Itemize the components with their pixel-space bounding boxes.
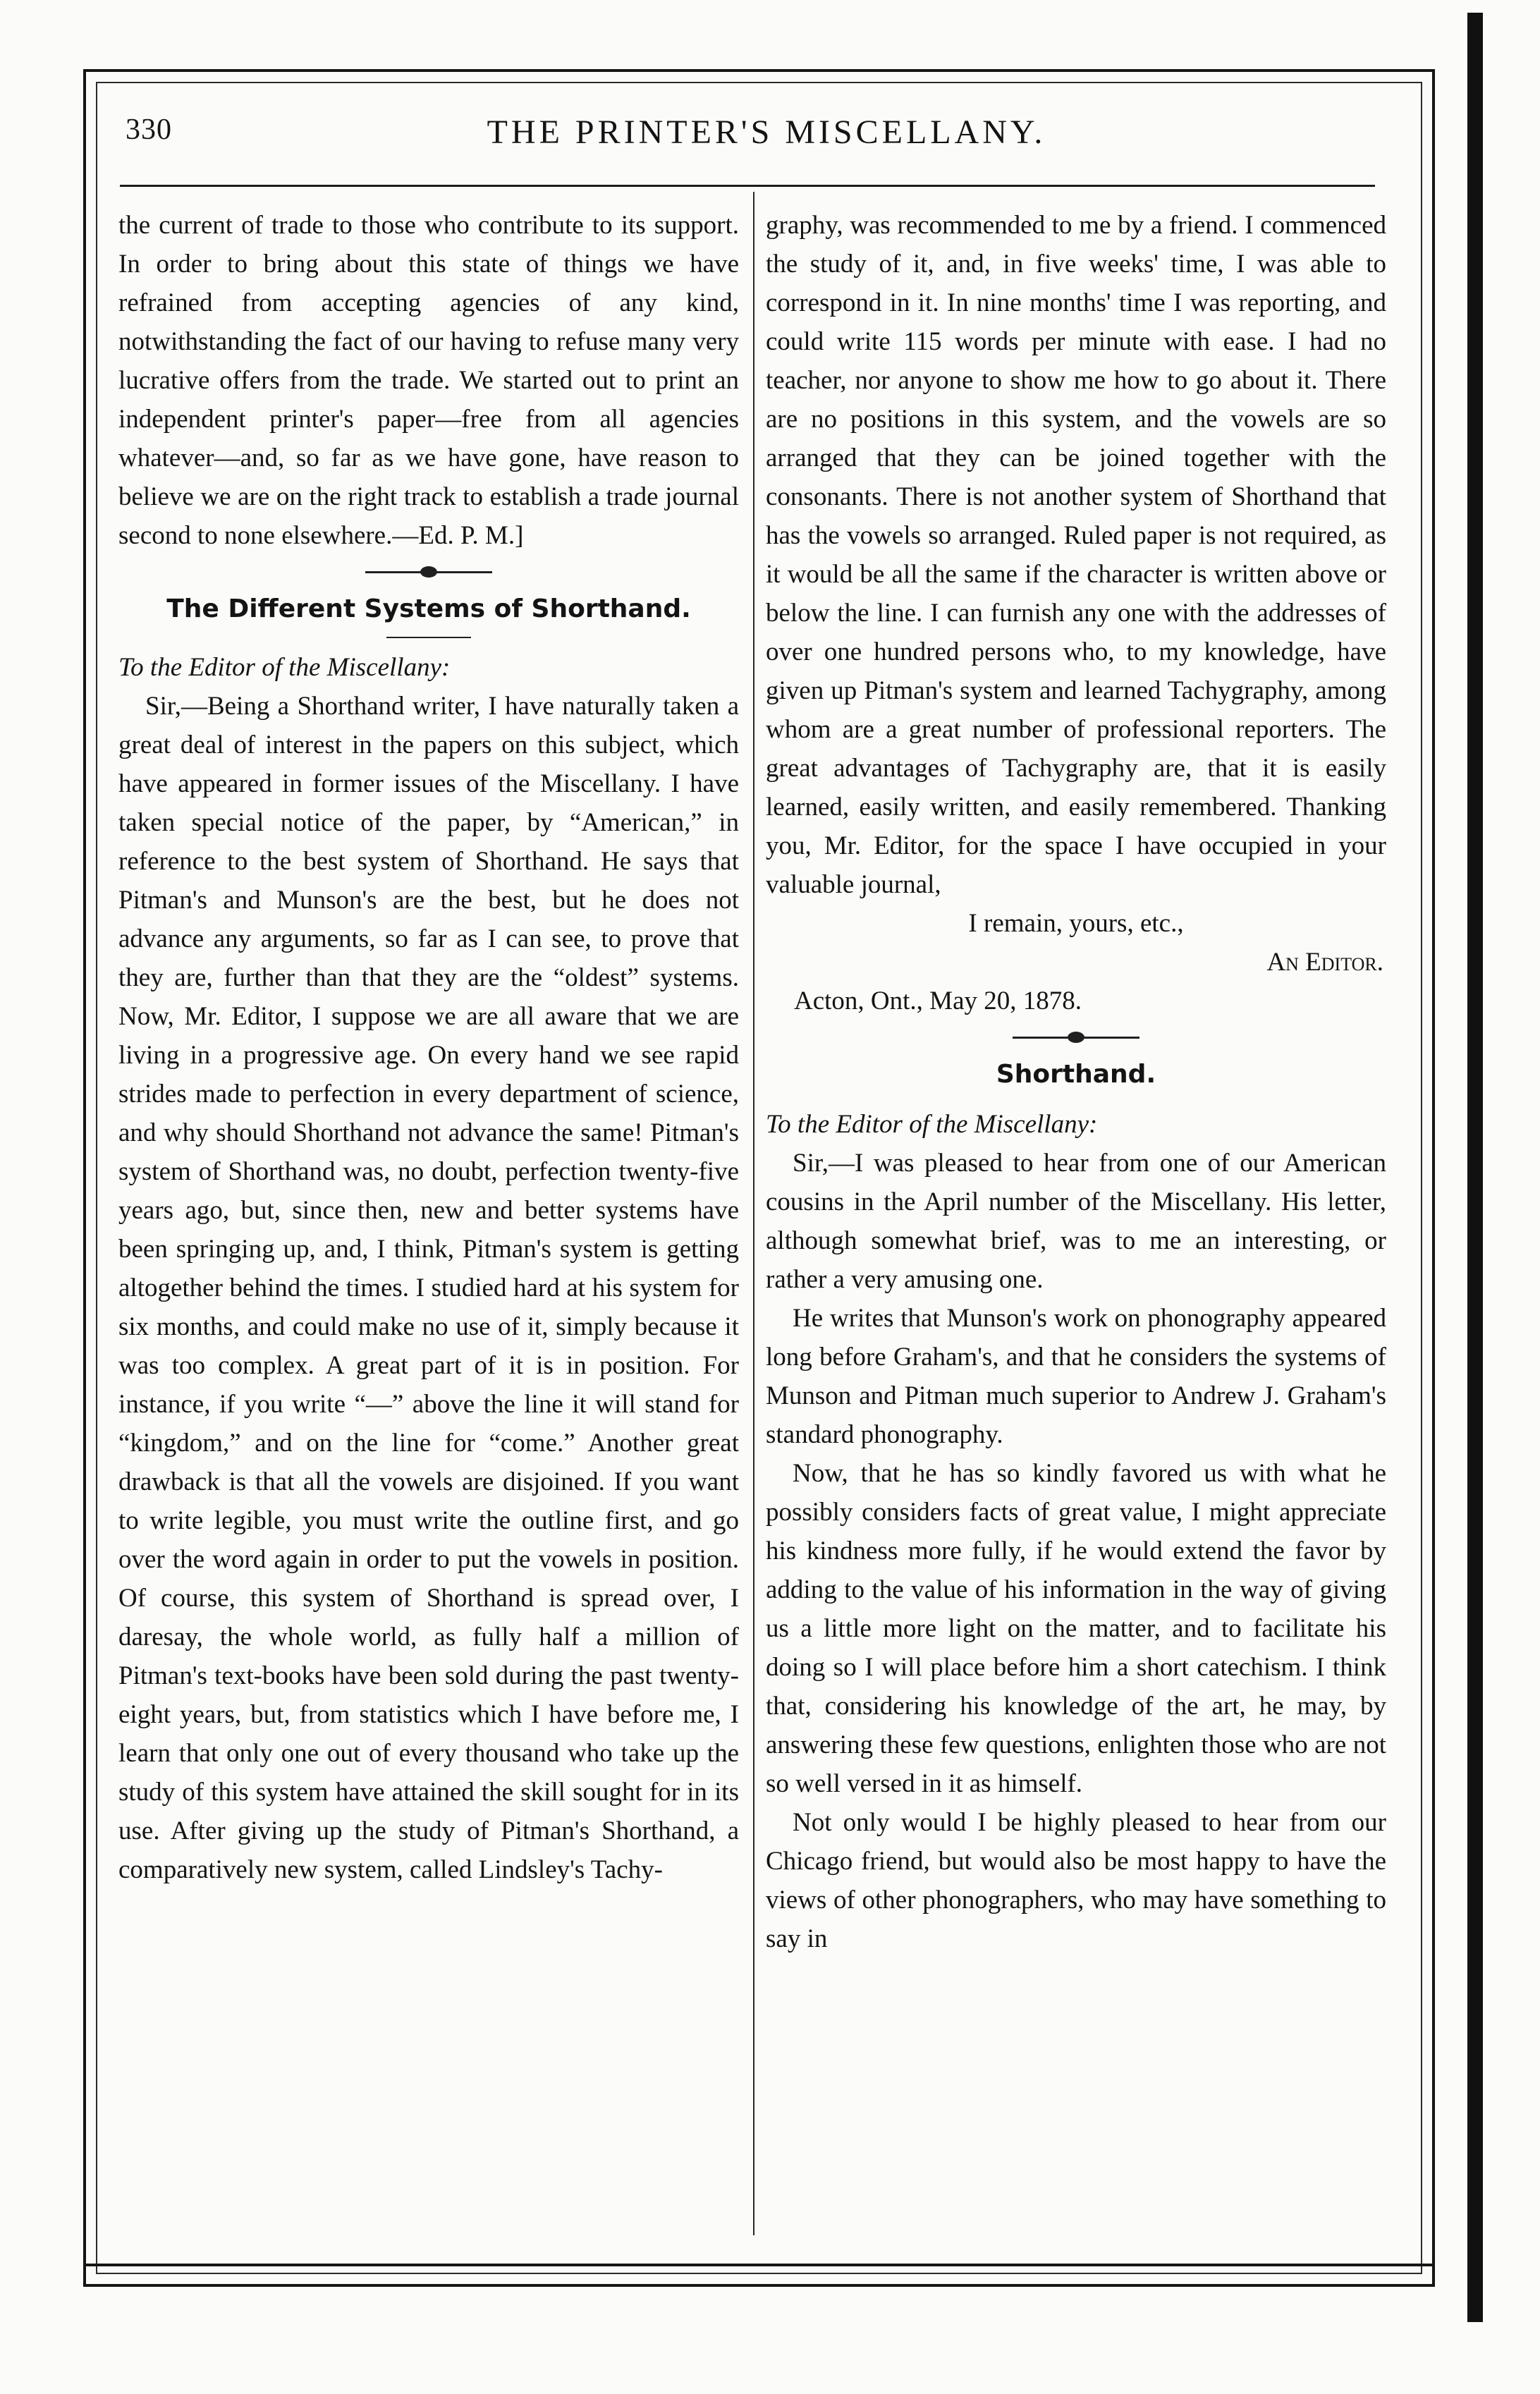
page-header [121,113,1412,162]
left-column [118,206,739,1889]
heading-rule [386,637,471,638]
article-heading-shorthand: Shorthand. [996,1060,1156,1089]
section-ornament [766,1020,1386,1054]
article-paragraph: Not only would I be highly pleased to hear from our Chicago friend, but would also be most happy to have the views of other phonographers, who may have something to say in [766,1808,1386,1953]
section-ornament [118,555,739,589]
letter-dateline: Acton, Ont., May 20, 1878. [794,987,1082,1015]
article-body: Sir,—Being a Shorthand writer, I have naturally taken a great deal of interest in the papers on this subject, which have appeared in former issues of the Miscellany. I have taken special notice of the paper, by “American,” in reference to the best system of Shorthand. He says that Pitman's and Munson's are the best, but he does not advance any arguments, so far as I can see, to prove that they are, further than that they are the “oldest” systems. Now, Mr. Editor, I suppose we are all aware that we are living in a progressive age. On every hand we see rapid strides made to perfection in every department of science, and why should Shorthand not advance the same! Pitman's system of Shorthand was, no doubt, perfection twenty-five years ago, but, since then, new and better systems have been springing up, and, I think, Pitman's system is getting altogether behind the times. I studied hard at his system for six months, and could make no use of it, simply because it was too complex. A great part of it is in position. For instance, if you write “—” above the line it will stand for “kingdom,” and on the line for “come.” Another great drawback is that all the vowels are disjoined. If you want to write legible, you must write the outline first, and go over the word again in order to put the vowels in position. Of course, this system of Shorthand is spread over, I daresay, the whole world, as fully half a million of Pitman's text-books have been sold during the past twenty-eight years, but, from statistics which I have before me, I learn that only one out of every thousand who take up the study of this system have attained the skill sought for in its use. After giving up the study of Pitman's Shorthand, a comparatively new system, called Lindsley's Tachy- [118,692,739,1884]
letter-closing: I remain, yours, etc., [968,909,1184,938]
page-border-bottom-rule [83,2264,1435,2266]
page-number: 330 [126,114,172,146]
running-title: THE PRINTER'S MISCELLANY. [487,114,1046,151]
article-paragraph: Sir,—I was pleased to hear from one of our American cousins in the April number of the Miscellany. His letter, although somewhat brief, was to me an interesting, or rather a very amusing one. [766,1149,1386,1294]
article-heading-systems: The Different Systems of Shorthand. [166,594,691,623]
right-column [766,206,1386,1958]
scan-edge-bar [1467,13,1483,2322]
article-salutation: To the Editor of the Miscellany: [118,653,451,682]
article-body-continued: graphy, was recommended to me by a friend. I commenced the study of it, and, in five weeks' time, I was able to correspond in it. In nine months' time I was reporting, and could write 115 words per minute with ease. I had no teacher, nor anyone to show me how to go about it. There are no positions in this system, and the vowels are so arranged that they can be joined together with the consonants. There is not another system of Shorthand that has the vowels so arranged. Ruled paper is not required, as it would be all the same if the character is written above or below the line. I can furnish any one with the addresses of over one hundred persons who, to my knowledge, have given up Pitman's system and learned Tachygraphy, among whom are a great number of professional reporters. The great advantages of Tachygraphy are, that it is easily learned, easily written, and easily remembered. Thanking you, Mr. Editor, for the space I have occupied in your valuable journal, [766,211,1386,899]
editor-note-paragraph: the current of trade to those who contribute to its support. In order to bring about this state of things we have refrained from accepting agencies of any kind, notwithstanding the fact of our having to refuse many very lucrative offers from the trade. We started out to print an independent printer's paper—free from all agencies whatever—and, so far as we have gone, have reason to believe we are on the right track to establish a trade journal second to none elsewhere.—Ed. P. M.] [118,211,739,550]
article-paragraph: He writes that Munson's work on phonography appeared long before Graham's, and that he considers the systems of Munson and Pitman much superior to Andrew J. Graham's standard phonography. [766,1304,1386,1449]
article-salutation: To the Editor of the Miscellany: [766,1110,1098,1139]
header-rule [120,185,1375,187]
letter-signature: An Editor. [1266,948,1383,977]
column-divider [753,192,754,2235]
article-paragraph: Now, that he has so kindly favored us with what he possibly considers facts of great value, I might appreciate his kindness more fully, if he would extend the favor by adding to the value of his information in the way of giving us a little more light on the matter, and to facilitate his doing so I will place before him a short catechism. I think that, considering his knowledge of the art, he may, by answering these few questions, enlighten those who are not so well versed in it as himself. [766,1459,1386,1798]
